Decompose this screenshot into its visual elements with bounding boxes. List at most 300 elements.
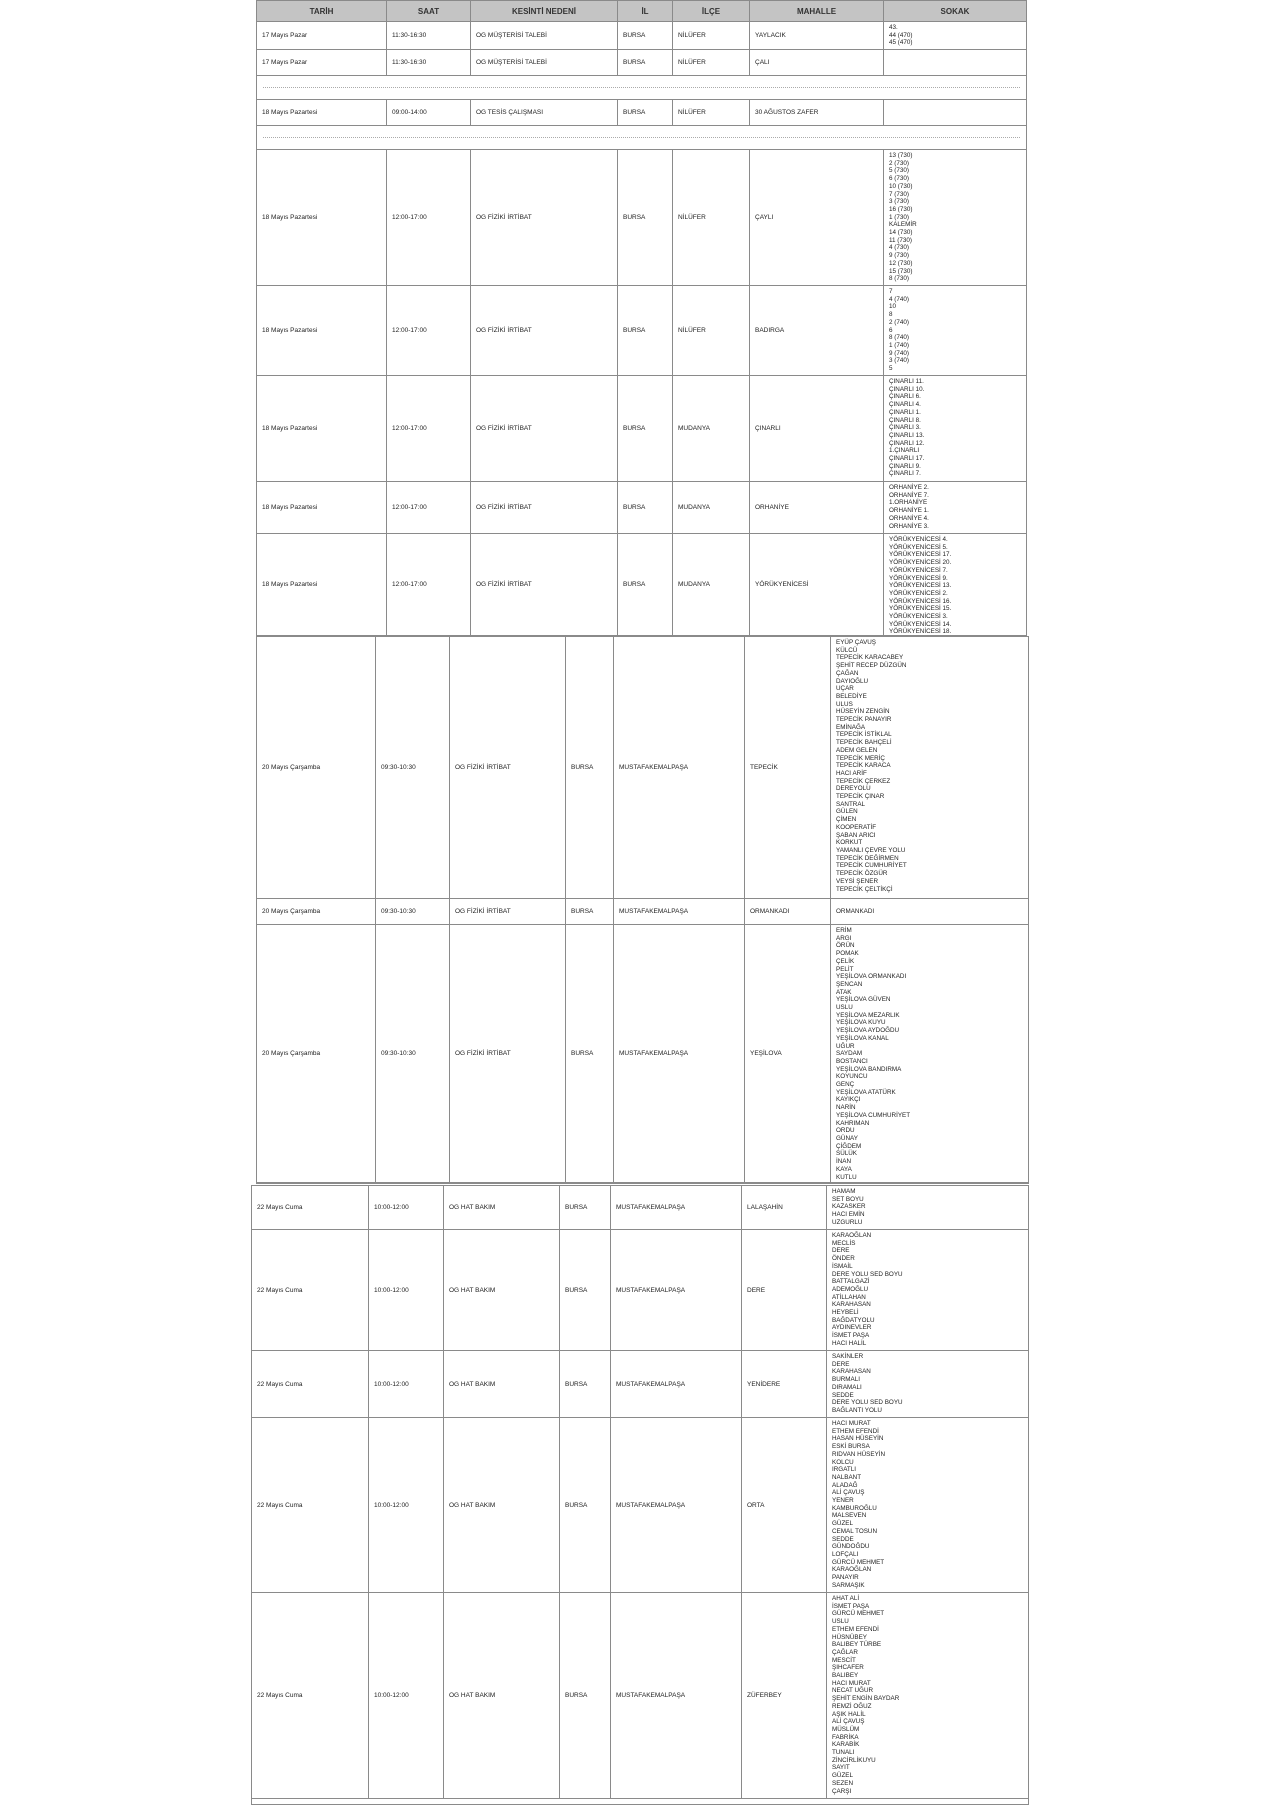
street-name: GÜRCÜ MEHMET	[832, 1558, 885, 1566]
street-name: ÇINARLI 9.	[889, 462, 921, 470]
cell-mahalle: YENİDERE	[742, 1351, 827, 1417]
street-name: BALIBEY TÜRBE	[832, 1641, 882, 1649]
street-name: 5 (730)	[889, 167, 909, 175]
cell-mahalle: ÇAYLI	[750, 150, 884, 285]
street-name: KAMBUROĞLU	[832, 1504, 877, 1512]
street-name: 44 (470)	[889, 31, 913, 39]
cell-mahalle: YEŞİLOVA	[745, 925, 831, 1182]
cell-ilce: NİLÜFER	[673, 286, 750, 375]
cell-ilce: MUDANYA	[673, 376, 750, 481]
street-name: ÇINARLI 12.	[889, 439, 925, 447]
cell-il: BURSA	[618, 50, 673, 75]
street-name: 14 (730)	[889, 229, 913, 237]
street-name: YÖRÜKYENİCESİ 13.	[889, 582, 952, 590]
cell-ilce: MUDANYA	[673, 534, 750, 635]
street-name: YEŞİLOVA KANAL	[836, 1034, 889, 1042]
cell-tarih: 18 Mayıs Pazartesi	[257, 100, 387, 125]
street-name: 10	[889, 303, 897, 311]
cell-tarih: 22 Mayıs Cuma	[252, 1230, 369, 1350]
cell-saat: 12:00-17:00	[387, 534, 471, 635]
street-name: YÖRÜKYENİCESİ 7.	[889, 566, 948, 574]
street-name: HÜSNÜBEY	[832, 1633, 867, 1641]
cell-sokak	[884, 534, 1026, 635]
table-row	[257, 534, 1026, 636]
cell-sokak	[827, 1418, 1028, 1592]
street-name: YEŞİLOVA KUYU	[836, 1019, 886, 1027]
table-row	[257, 50, 1026, 76]
street-name: GÜLEN	[836, 808, 858, 816]
cell-mahalle: DERE	[742, 1230, 827, 1350]
street-name: KOYUNCU	[836, 1073, 868, 1081]
street-name: ETHEM EFENDİ	[832, 1427, 879, 1435]
street-name: ÇINARLI 8.	[889, 416, 921, 424]
street-name: GÜRCÜ MEHMET	[832, 1610, 885, 1618]
cell-il: BURSA	[560, 1230, 611, 1350]
cell-saat: 09:30-10:30	[376, 899, 450, 924]
cell-tarih: 18 Mayıs Pazartesi	[257, 150, 387, 285]
street-name: ZİNCİRLİKUYU	[832, 1756, 876, 1764]
cell-sokak	[827, 1186, 1028, 1229]
cell-tarih: 18 Mayıs Pazartesi	[257, 376, 387, 481]
table-body	[257, 637, 1028, 1183]
street-name: 1.ÇINARLI	[889, 447, 920, 455]
cell-il: BURSA	[560, 1351, 611, 1417]
cell-ilce: NİLÜFER	[673, 100, 750, 125]
street-name: HACI EMİN	[832, 1211, 865, 1219]
street-name: USLU	[836, 1004, 853, 1012]
header-ilce: İLÇE	[673, 1, 750, 21]
street-name: YÖRÜKYENİCESİ 15.	[889, 605, 952, 613]
street-name: 6	[889, 326, 893, 334]
street-name: ÖNDER	[832, 1255, 855, 1263]
street-name: FABRİKA	[832, 1733, 859, 1741]
cell-tarih: 20 Mayıs Çarşamba	[257, 925, 376, 1182]
street-name: 9 (730)	[889, 252, 909, 260]
table-row	[252, 1593, 1028, 1799]
table-row	[257, 925, 1028, 1183]
street-name: 13 (730)	[889, 152, 913, 159]
street-name: ÇINARLI 7.	[889, 470, 921, 478]
street-name: KAHRIMAN	[836, 1119, 870, 1127]
street-name: ÇELİK	[836, 957, 855, 965]
street-name: 7	[889, 288, 893, 295]
cell-mahalle: ÇALI	[750, 50, 884, 75]
street-name: ORHANİYE 7.	[889, 491, 929, 499]
table-body	[252, 1186, 1028, 1799]
cell-il: BURSA	[560, 1593, 611, 1798]
street-name: SEZEN	[832, 1779, 853, 1787]
cell-saat: 10:00-12:00	[369, 1230, 444, 1350]
street-name: ÇINARLI 13.	[889, 431, 925, 439]
header-neden: KESİNTİ NEDENİ	[471, 1, 618, 21]
street-name: 9 (740)	[889, 349, 909, 357]
street-name: BAĞDATYOLU	[832, 1316, 875, 1324]
street-name: İSMET PAŞA	[832, 1332, 870, 1340]
street-name: ÇAĞLAR	[832, 1648, 858, 1656]
cell-saat: 12:00-17:00	[387, 376, 471, 481]
street-name: YÖRÜKYENİCESİ 18.	[889, 628, 952, 635]
street-name: YÖRÜKYENİCESİ 2.	[889, 589, 948, 597]
street-name: POMAK	[836, 950, 859, 958]
table-row	[257, 899, 1028, 925]
cell-saat: 10:00-12:00	[369, 1418, 444, 1592]
cell-neden: OG FİZİKİ İRTİBAT	[471, 150, 618, 285]
street-name: SARMAŞIK	[832, 1581, 865, 1589]
street-name: 7 (730)	[889, 190, 909, 198]
street-name: KARAHASAN	[832, 1301, 871, 1309]
street-name: ÇAĞAN	[836, 669, 859, 677]
street-name: YÖRÜKYENİCESİ 20.	[889, 559, 952, 567]
cell-il: BURSA	[618, 22, 673, 49]
street-name: DERE	[832, 1247, 850, 1255]
street-name: BELEDİYE	[836, 692, 867, 700]
cell-tarih: 18 Mayıs Pazartesi	[257, 286, 387, 375]
cell-mahalle: YÖRÜKYENİCESİ	[750, 534, 884, 635]
street-name: ADEMOĞLU	[832, 1285, 869, 1293]
street-name: 6 (730)	[889, 175, 909, 183]
cell-sokak	[831, 637, 1028, 898]
street-name: TEPECİK MERİÇ	[836, 754, 885, 762]
cell-neden: OG FİZİKİ İRTİBAT	[471, 482, 618, 533]
cell-sokak	[827, 1230, 1028, 1350]
street-name: YÖRÜKYENİCESİ 3.	[889, 613, 948, 621]
cell-neden: OG MÜŞTERİSİ TALEBİ	[471, 50, 618, 75]
cell-tarih: 18 Mayıs Pazartesi	[257, 482, 387, 533]
cell-il: BURSA	[618, 482, 673, 533]
street-name: SAKİNLER	[832, 1353, 864, 1360]
street-name: 2 (740)	[889, 318, 909, 326]
street-name: İSMET PAŞA	[832, 1602, 870, 1610]
street-name: AHAT ALİ	[832, 1595, 860, 1602]
cell-tarih: 20 Mayıs Çarşamba	[257, 899, 376, 924]
cell-mahalle: YAYLACIK	[750, 22, 884, 49]
street-name: YÖRÜKYENİCESİ 16.	[889, 597, 952, 605]
street-name: 1 (740)	[889, 341, 909, 349]
street-name: 3 (740)	[889, 357, 909, 365]
street-name: PANAYIR	[832, 1574, 859, 1582]
street-name: TEPECİK ÖZGÜR	[836, 870, 888, 878]
street-name: USLU	[832, 1618, 849, 1626]
cell-tarih: 18 Mayıs Pazartesi	[257, 534, 387, 635]
street-name: NALBANT	[832, 1473, 862, 1481]
street-name: ORHANİYE 1.	[889, 507, 929, 515]
cell-sokak	[884, 150, 1026, 285]
cell-sokak	[884, 22, 1026, 49]
street-name: BURMALI	[832, 1376, 860, 1384]
cell-ilce: MUSTAFAKEMALPAŞA	[614, 637, 745, 898]
cell-sokak	[831, 925, 1028, 1182]
street-name: TEPECİK BAHÇELİ	[836, 739, 892, 747]
street-name: KAYA	[836, 1165, 852, 1173]
street-name: SANTRAL	[836, 800, 866, 808]
cell-tarih: 20 Mayıs Çarşamba	[257, 637, 376, 898]
street-name: ŞIHCAFER	[832, 1664, 864, 1672]
street-name: 16 (730)	[889, 205, 913, 213]
street-name: UÇAR	[836, 685, 854, 693]
street-name: HEYBELİ	[832, 1309, 859, 1317]
street-name: ÇINARLI 10.	[889, 385, 925, 393]
street-name: ÇİMEN	[836, 816, 857, 824]
cell-mahalle: ORMANKADI	[745, 899, 831, 924]
street-name: 43.	[889, 24, 898, 31]
cell-il: BURSA	[566, 925, 614, 1182]
street-name: LOFÇALI	[832, 1550, 859, 1558]
street-name: 5	[889, 365, 893, 373]
section-separator	[257, 76, 1026, 100]
street-name: GENÇ	[836, 1081, 855, 1089]
street-name: YEŞİLOVA ORMANKADI	[836, 973, 907, 981]
street-name: KOOPERATİF	[836, 823, 877, 831]
street-name: YÖRÜKYENİCESİ 17.	[889, 551, 952, 559]
street-name: TEPECİK DEĞİRMEN	[836, 854, 899, 862]
street-name: 4 (740)	[889, 295, 909, 303]
cell-ilce: MUSTAFAKEMALPAŞA	[611, 1186, 742, 1229]
street-name: YEŞİLOVA GÜVEN	[836, 996, 891, 1004]
header-mahalle: MAHALLE	[750, 1, 884, 21]
street-name: ÇINARLI 3.	[889, 424, 921, 432]
street-name: ŞEHİT ENGİN BAYDAR	[832, 1695, 900, 1703]
street-name: DIRAMALI	[832, 1383, 862, 1391]
cell-neden: OG FİZİKİ İRTİBAT	[471, 286, 618, 375]
street-name: UZGURLU	[832, 1218, 863, 1226]
street-name: 8 (740)	[889, 334, 909, 342]
street-name: KARAHASAN	[832, 1368, 871, 1376]
street-name: SAYIT	[832, 1764, 850, 1772]
street-name: TEPECİK KARACABEY	[836, 654, 904, 662]
street-name: ATAK	[836, 988, 852, 996]
street-name: ORHANİYE 4.	[889, 514, 929, 522]
street-name: 8	[889, 311, 893, 319]
cell-saat: 11:30-16:30	[387, 22, 471, 49]
cell-mahalle: ORHANİYE	[750, 482, 884, 533]
cell-ilce: MUDANYA	[673, 482, 750, 533]
street-name: ÇINARLI 11.	[889, 378, 924, 385]
street-name: İNAN	[836, 1158, 852, 1166]
cell-saat: 09:30-10:30	[376, 925, 450, 1182]
cell-saat: 09:00-14:00	[387, 100, 471, 125]
street-name: ŞENCAN	[836, 980, 863, 988]
table-row	[257, 376, 1026, 482]
outage-table-section-1	[256, 0, 1027, 636]
cell-sokak	[827, 1351, 1028, 1417]
street-name: DEREYOLU	[836, 785, 871, 793]
cell-ilce: NİLÜFER	[673, 150, 750, 285]
street-name: HÜSEYİN ZENGİN	[836, 708, 890, 716]
street-name: HASAN HÜSEYİN	[832, 1435, 884, 1443]
street-name: ERİM	[836, 927, 852, 934]
table-row	[257, 637, 1028, 899]
cell-ilce: MUSTAFAKEMALPAŞA	[611, 1418, 742, 1592]
street-name: ÇARŞI	[832, 1787, 852, 1795]
cell-tarih: 17 Mayıs Pazar	[257, 50, 387, 75]
table-row	[252, 1186, 1028, 1230]
table-body	[257, 22, 1026, 636]
street-name: DAYIOĞLU	[836, 677, 869, 685]
street-name: YÖRÜKYENİCESİ 14.	[889, 620, 952, 628]
table-row	[252, 1418, 1028, 1593]
cell-sokak	[831, 899, 1028, 924]
street-name: VEYSİ ŞENER	[836, 877, 878, 885]
cell-saat: 12:00-17:00	[387, 150, 471, 285]
cell-ilce: MUSTAFAKEMALPAŞA	[611, 1593, 742, 1798]
cell-il: BURSA	[618, 534, 673, 635]
street-name: 12 (730)	[889, 259, 913, 267]
cell-neden: OG HAT BAKIM	[444, 1186, 560, 1229]
cell-tarih: 22 Mayıs Cuma	[252, 1593, 369, 1798]
street-name: KÜLCÜ	[836, 646, 858, 654]
street-name: ÖRÜN	[836, 942, 855, 950]
street-name: KOLCU	[832, 1458, 854, 1466]
cell-saat: 09:30-10:30	[376, 637, 450, 898]
street-name: 15 (730)	[889, 267, 913, 275]
street-name: KARAOĞLAN	[832, 1232, 872, 1239]
street-name: TEPECİK ÇINAR	[836, 793, 885, 801]
cell-sokak	[884, 286, 1026, 375]
street-name: YEŞİLOVA ATATÜRK	[836, 1088, 896, 1096]
street-name: YÖRÜKYENİCESİ 5.	[889, 543, 948, 551]
street-name: ARGI	[836, 934, 852, 942]
street-name: KUTLU	[836, 1173, 857, 1181]
street-name: REMZİ OĞUZ	[832, 1702, 872, 1710]
street-name: 1 (730)	[889, 213, 909, 221]
table-row	[257, 22, 1026, 50]
street-name: 10 (730)	[889, 182, 913, 190]
cell-sokak	[884, 482, 1026, 533]
street-name: UĞUR	[836, 1042, 855, 1050]
street-name: TEPECİK ÇERKEZ	[836, 777, 891, 785]
street-name: ORDU	[836, 1127, 855, 1135]
section-separator	[257, 126, 1026, 150]
table-row	[257, 286, 1026, 376]
table-row	[252, 1230, 1028, 1351]
table-row	[257, 150, 1026, 286]
street-name: SET BOYU	[832, 1195, 864, 1203]
cell-tarih: 17 Mayıs Pazar	[257, 22, 387, 49]
street-name: DERE	[832, 1360, 850, 1368]
street-name: ATİLLAHAN	[832, 1293, 866, 1301]
street-name: MECLİS	[832, 1239, 856, 1247]
cell-il: BURSA	[566, 899, 614, 924]
street-name: TEPECİK KARACA	[836, 762, 891, 770]
cell-il: BURSA	[566, 637, 614, 898]
street-name: 45 (470)	[889, 39, 913, 47]
street-name: ORMANKADI	[836, 907, 875, 915]
street-name: AŞIK HALİL	[832, 1710, 866, 1718]
header-saat: SAAT	[387, 1, 471, 21]
street-name: MÜSLÜM	[832, 1725, 860, 1733]
street-name: MESCİT	[832, 1656, 856, 1664]
street-name: BATTALGAZİ	[832, 1278, 870, 1286]
cell-mahalle: ZÜFERBEY	[742, 1593, 827, 1798]
street-name: HAMAM	[832, 1188, 856, 1195]
street-name: HACI MURAT	[832, 1679, 871, 1687]
street-name: GÜNDOĞDU	[832, 1543, 870, 1551]
street-name: HACI MURAT	[832, 1420, 871, 1427]
street-name: RIDVAN HÜSEYİN	[832, 1450, 886, 1458]
cell-tarih: 22 Mayıs Cuma	[252, 1351, 369, 1417]
outage-table-section-2	[256, 636, 1029, 1184]
cell-tarih: 22 Mayıs Cuma	[252, 1418, 369, 1592]
cell-saat: 12:00-17:00	[387, 286, 471, 375]
street-name: ALADAĞ	[832, 1481, 858, 1489]
street-name: YEŞİLOVA AYDOĞDU	[836, 1027, 900, 1035]
street-name: TEPECİK PANAYIR	[836, 716, 892, 724]
cell-tarih: 22 Mayıs Cuma	[252, 1186, 369, 1229]
street-name: GÜZEL	[832, 1772, 853, 1780]
street-name: TEPECİK İSTİKLAL	[836, 731, 892, 739]
street-name: AYDINEVLER	[832, 1324, 872, 1332]
street-name: TEPECİK ÇELTİKÇİ	[836, 885, 893, 893]
cell-neden: OG HAT BAKIM	[444, 1230, 560, 1350]
street-name: YÖRÜKYENİCESİ 9.	[889, 574, 948, 582]
cell-sokak	[827, 1593, 1028, 1798]
street-name: KARAOĞLAN	[832, 1566, 872, 1574]
street-name: SÜLÜK	[836, 1150, 857, 1158]
street-name: ORHANİYE 3.	[889, 522, 929, 530]
street-name: ÇINARLI 6.	[889, 393, 921, 401]
street-name: YAMANLI ÇEVRE YOLU	[836, 846, 906, 854]
street-name: PELİT	[836, 965, 854, 973]
cell-il: BURSA	[618, 286, 673, 375]
table-row	[257, 100, 1026, 126]
cell-neden: OG TESİS ÇALIŞMASI	[471, 100, 618, 125]
street-name: ÇİĞDEM	[836, 1142, 862, 1150]
street-name: YENER	[832, 1497, 854, 1505]
street-name: GÜNAY	[836, 1134, 858, 1142]
cell-neden: OG FİZİKİ İRTİBAT	[450, 925, 566, 1182]
street-name: BALIBEY	[832, 1672, 859, 1680]
street-name: SEDDE	[832, 1391, 854, 1399]
street-name: ŞABAN ARICI	[836, 831, 876, 839]
street-name: 1.ORHANİYE	[889, 499, 928, 507]
cell-saat: 10:00-12:00	[369, 1351, 444, 1417]
street-name: DERE YOLU SED BOYU	[832, 1399, 903, 1407]
cell-sokak	[884, 50, 1026, 75]
cell-saat: 10:00-12:00	[369, 1186, 444, 1229]
cell-mahalle: TEPECİK	[745, 637, 831, 898]
cell-mahalle: 30 AĞUSTOS ZAFER	[750, 100, 884, 125]
outage-table-section-3	[251, 1185, 1029, 1805]
cell-neden: OG HAT BAKIM	[444, 1351, 560, 1417]
street-name: GÜZEL	[832, 1520, 853, 1528]
cell-neden: OG MÜŞTERİSİ TALEBİ	[471, 22, 618, 49]
street-name: ADEM GELEN	[836, 746, 878, 754]
cell-ilce: NİLÜFER	[673, 22, 750, 49]
cell-saat: 12:00-17:00	[387, 482, 471, 533]
street-name: SAYDAM	[836, 1050, 863, 1058]
street-name: HACI ARİF	[836, 769, 867, 777]
street-name: YÖRÜKYENİCESİ 4.	[889, 536, 948, 543]
street-name: 4 (730)	[889, 244, 909, 252]
cell-ilce: MUSTAFAKEMALPAŞA	[614, 899, 745, 924]
street-name: MALSEVEN	[832, 1512, 867, 1520]
cell-il: BURSA	[560, 1418, 611, 1592]
street-name: TEPECİK CUMHURİYET	[836, 862, 907, 870]
cell-il: BURSA	[618, 376, 673, 481]
street-name: BOSTANCI	[836, 1057, 868, 1065]
cell-neden: OG HAT BAKIM	[444, 1593, 560, 1798]
dotted-divider	[263, 137, 1020, 138]
street-name: BAĞLANTI YOLU	[832, 1406, 882, 1414]
street-name: ALİ ÇAVUŞ	[832, 1489, 865, 1497]
street-name: 3 (730)	[889, 198, 909, 206]
street-name: 8 (730)	[889, 275, 909, 283]
cell-ilce: NİLÜFER	[673, 50, 750, 75]
street-name: ŞEHİT RECEP DÜZGÜN	[836, 662, 907, 670]
cell-il: BURSA	[618, 150, 673, 285]
cell-ilce: MUSTAFAKEMALPAŞA	[611, 1230, 742, 1350]
street-name: KAYIKÇI	[836, 1096, 861, 1104]
